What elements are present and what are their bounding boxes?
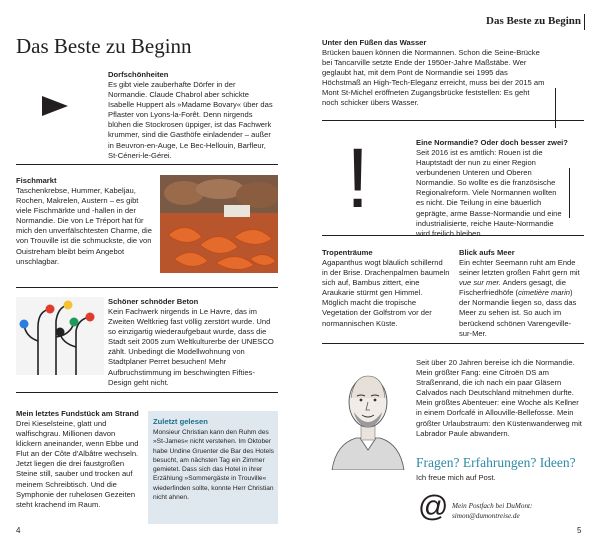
divider (322, 235, 584, 236)
seafood-photo (160, 175, 278, 273)
eine-text: Seit 2016 ist es amtlich: Rouen ist die Hauptstadt der nun zu einer Region verbundenen Unteren und Oberen Normandie. So wollte es die französische Regionalreform. Viele Normannen wollten es nicht. Die Teilung in eine bäuerlich geprägte, arme Basse-Normandie und eine industrialisierte, reiche Haute-Normandie wird freilich bleiben. (416, 148, 562, 238)
beton-text: Kein Fachwerk nirgends in Le Havre, das im Zweiten Weltkrieg fast völlig zerstört wurde. Und so einzigartig wiederaufgebaut wurde, dass die Stadt seit 2005 zum Weltkulturerbe der UNESCO zählt. Unbedingt die Modellwohnung von Stadtplaner Perret besuchen! Mehr Aufbruchstimmung im beschwingten Fifties-Design geht nicht. (108, 307, 274, 387)
page-number-left: 4 (16, 526, 21, 535)
meer-text-2c: cimetière marin (518, 288, 570, 298)
meer-text-2a: vue sur mer. (459, 278, 501, 288)
dorf-heading: Dorfschönheiten (108, 70, 169, 79)
column-rule (555, 88, 556, 128)
contact-question: Fragen? Erfahrungen? Ideen? (416, 455, 576, 470)
beton-heading: Schöner schnöder Beton (108, 297, 199, 306)
coat-rack-photo (16, 297, 104, 375)
divider (322, 120, 584, 121)
meer-text-2b: Anders gesagt, die Fischerfriedhöfe ( (459, 278, 566, 298)
wasser-heading: Unter den Füßen das Wasser (322, 38, 427, 47)
meer-text-3: ) der Normandie liegen so, dass das Meer zu sehen ist. So auch im berückend schönen Varengeville-sur-Mer. (459, 288, 577, 338)
author-bio: Seit über 20 Jahren bereise ich die Normandie. Mein größter Fang: eine Citroën DS am Straßenrand, die ich nach ein paar Gläsern Calvados nach Deutschland mitnehmen durfte. Mein größtes Abenteuer: eine Woche als Kellner in einem Dorfcafé in Allouville-Bellefosse. Mein größter Urlaubstraum: den Küstenwanderweg mit Labrador Paule abwandern. (416, 358, 582, 438)
divider (16, 392, 278, 393)
eine-heading: Eine Normandie? Oder doch besser zwei? (416, 138, 568, 147)
wasser-text: Brücken bauen können die Normannen. Schon die Seine-Brücke bei Tancarville setzte Ende der 1950er-Jahre Maßstäbe. Wer geglaubt hat, mit dem Pont de Normandie sei 1995 das Höchstmaß an High-Tech-Eleganz erreicht, muss bei der 2015 am Mont St-Michel eröffneten Zugangsbrücke feststellen: Es geht noch schicker übers Wasser. (322, 48, 545, 108)
reading-tip-box (148, 411, 278, 524)
tropen-text: Agapanthus wogt bläulich schillernd in der Brise. Drachenpalmen baumeln sich auf, Bambus zittert, eine Araukarie stürmt gen Himmel. Möglich macht die tropische Vegetation der Golfstrom vor der normannischen Küste. (322, 258, 450, 328)
tip-text: Monsieur Christian kann den Ruhm des »St-James« nicht verstehen. Im Oktober habe Undine Gruenter die Bar des Hotels besucht, am nächsten Tag ein Zimmer gemietet. Dass sich das Hotel in ihrer Erzählung »Sommergäste in Trouville« wiederfinden sollte, konnte Herr Christian nicht ahnen. (153, 429, 274, 502)
page-number-right: 5 (577, 526, 582, 535)
mail-info (452, 502, 532, 521)
tropen-heading: Tropenträume (322, 248, 373, 257)
exclamation-icon: ! (346, 131, 370, 225)
triangle-right-icon (42, 96, 68, 116)
at-sign-icon: @ (418, 490, 449, 523)
author-portrait (326, 358, 410, 470)
fisch-text: Taschenkrebse, Hummer, Kabeljau, Rochen, Makrelen, Austern – es gibt viele Fischmärkte und -hallen in der Normandie. Die von Le Tréport hat für mich den unverfälschtesten Charme, die von Trouville ist die schmuckste, die von Ouistreham bleibt beim Angebot unschlagbar. (16, 186, 152, 266)
running-head-bar (584, 14, 585, 30)
contact-line: Ich freue mich auf Post. (416, 473, 496, 482)
divider (322, 343, 584, 344)
tip-heading: Zuletzt gelesen (153, 417, 208, 426)
fisch-heading: Fischmarkt (16, 176, 57, 185)
dorf-text: Es gibt viele zauberhafte Dörfer in der Normandie. Claude Chabrol aber schickte Isabelle Huppert als »Madame Bovary« über das Pflaster von Lyons-la-Forêt. Denn nirgends blühen die Stockrosen üppiger, ist das Fachwerk krummer, sind die Gasthöfe einladender – außer in Beuvron-en-Auge, Le Bec-Hellouin, Barfleur, St-Céneri-le-Gérei. (108, 80, 273, 160)
mail-label: Mein Postfach bei DuMont: (452, 502, 533, 510)
running-head: Das Beste zu Beginn (486, 15, 582, 27)
meer-heading: Blick aufs Meer (459, 248, 515, 257)
divider (16, 287, 278, 288)
strand-text: Drei Kieselsteine, glatt und walfischgrau. Millionen davon klickern aneinander, wenn Ebbe und Flut an der Côte d'Albâtre wechseln. Jetzt liegen die drei faustgroßen Steine still, sauber und trocken auf meinem Schreibtisch. Und die Symphonie der ruhelosen Gezeiten steht krachend im Raum. (16, 419, 139, 509)
mail-address[interactable]: simon@dumontreise.de (452, 511, 520, 520)
meer-text-1: Ein echter Seemann ruht am Ende seiner letzten großen Fahrt gern mit (459, 258, 580, 278)
section-title: Das Beste zu Beginn (16, 34, 192, 58)
meer-text (459, 258, 584, 339)
strand-heading: Mein letztes Fundstück am Strand (16, 409, 139, 418)
column-rule (569, 168, 570, 218)
divider (16, 164, 278, 165)
